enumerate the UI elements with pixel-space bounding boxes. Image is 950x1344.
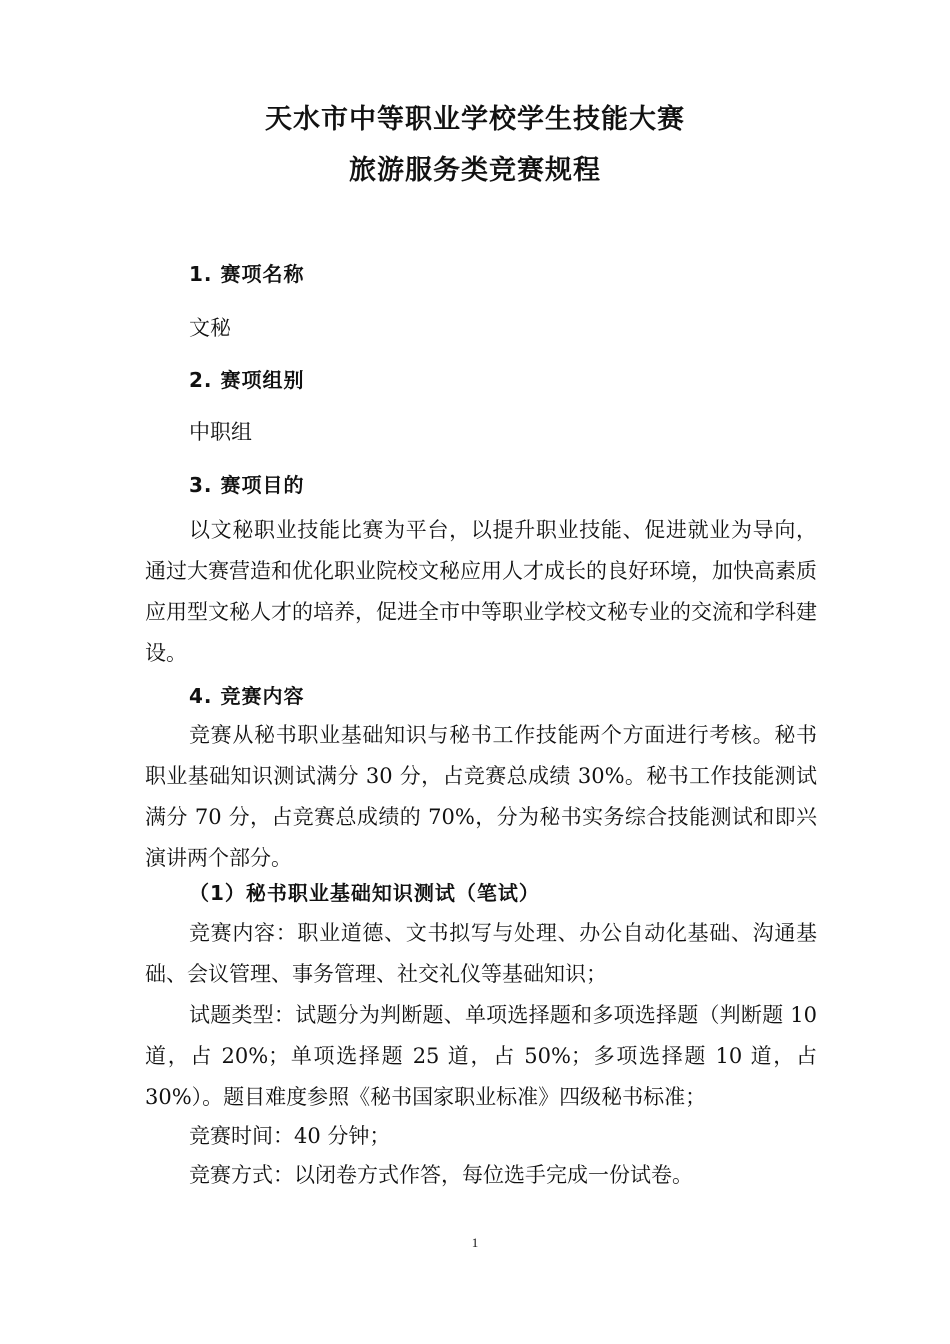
time-paragraph: 竞赛时间：40 分钟；	[189, 1124, 391, 1148]
document-title: 天水市中等职业学校学生技能大赛	[265, 104, 685, 135]
section-heading-1: 1. 赛项名称	[189, 262, 305, 286]
subsection-heading-1: （1）秘书职业基础知识测试（笔试）	[189, 881, 540, 905]
page-number: 1	[471, 1235, 479, 1250]
section-heading-4: 4. 竞赛内容	[189, 684, 305, 708]
section-heading-3: 3. 赛项目的	[189, 473, 305, 497]
section-heading-2: 2. 赛项组别	[189, 368, 305, 392]
section-paragraph-3: 以文秘职业技能比赛为平台，以提升职业技能、促进就业为导向，通过大赛营造和优化职业院校文秘应用人才成长的良好环境，加快高素质应用型文秘人才的培养，促进全市中等职业学校文秘专业的交流和学科建设。	[145, 518, 817, 665]
document-subtitle: 旅游服务类竞赛规程	[349, 155, 601, 186]
content-paragraph: 竞赛内容：职业道德、文书拟写与处理、办公自动化基础、沟通基础、会议管理、事务管理、社交礼仪等基础知识；	[145, 921, 817, 986]
section-paragraph-4: 竞赛从秘书职业基础知识与秘书工作技能两个方面进行考核。秘书职业基础知识测试满分 30 分，占竞赛总成绩 30%。秘书工作技能测试满分 70 分，占竞赛总成绩的 70%，分为秘书实务综合技能测试和即兴演讲两个部分。	[145, 723, 817, 870]
method-paragraph: 竞赛方式：以闭卷方式作答，每位选手完成一份试卷。	[189, 1163, 693, 1187]
section-text-1: 文秘	[189, 316, 231, 340]
question-type-paragraph: 试题类型：试题分为判断题、单项选择题和多项选择题（判断题 10 道，占 20%；单项选择题 25 道，占 50%；多项选择题 10 道，占 30%）。题目难度参照《秘书国家职业标准》四级秘书标准；	[145, 1003, 817, 1109]
section-text-2: 中职组	[189, 420, 252, 444]
